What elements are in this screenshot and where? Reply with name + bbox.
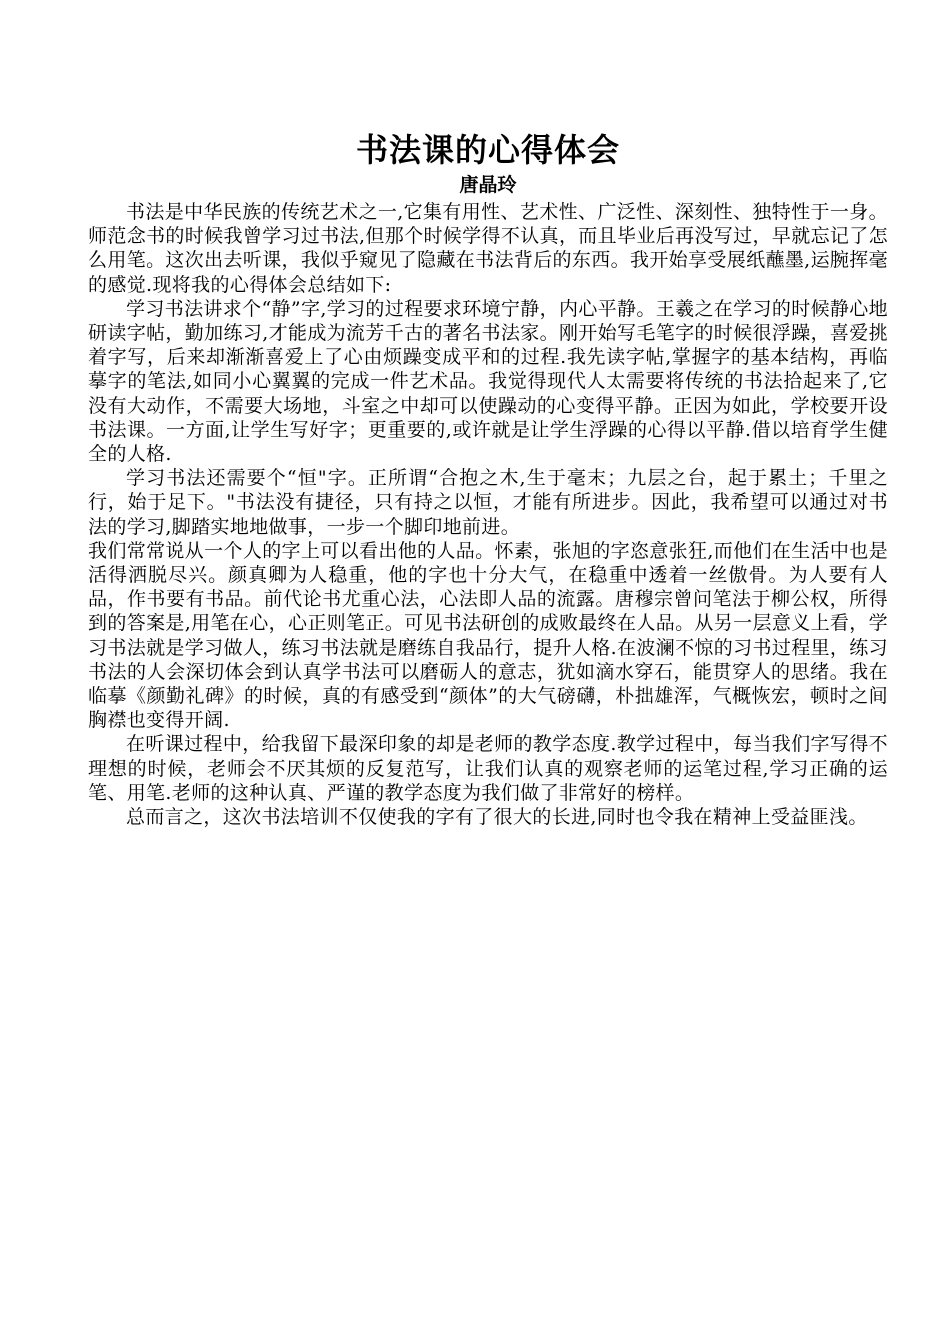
paragraph-intro: 书法是中华民族的传统艺术之一,它集有用性、艺术性、广泛性、深刻性、独特性于一身。师范念书的时候我曾学习过书法,但那个时候学得不认真，而且毕业后再没写过，早就忘记了怎么用笔。这次出去听课，我似乎窥见了隐藏在书法背后的东西。我开始享受展纸蘸墨,运腕挥毫的感觉.现将我的心得体会总结如下: bbox=[88, 201, 888, 296]
document-body bbox=[88, 200, 888, 829]
paragraph-calm: 学习书法讲求个“静”字,学习的过程要求环境宁静，内心平静。王羲之在学习的时候静心地研读字帖，勤加练习,才能成为流芳千古的著名书法家。刚开始写毛笔字的时候很浮躁，喜爱挑着字写，后来却渐渐喜爱上了心由烦躁变成平和的过程.我先读字帖,掌握字的基本结构，再临摹字的笔法,如同小心翼翼的完成一件艺术品。我觉得现代人太需要将传统的书法拾起来了,它没有大动作，不需要大场地，斗室之中却可以使躁动的心变得平静。正因为如此，学校要开设书法课。一方面,让学生写好字；更重要的,或许就是让学生浮躁的心得以平静.借以培育学生健全的人格. bbox=[88, 297, 888, 466]
document-title: 书法课的心得体会 bbox=[355, 131, 620, 169]
paragraph-teacher: 在听课过程中，给我留下最深印象的却是老师的教学态度.教学过程中，每当我们字写得不理想的时候，老师会不厌其烦的反复范写，让我们认真的观察老师的运笔过程,学习正确的运笔、用笔.老师的这种认真、严谨的教学态度为我们做了非常好的榜样。 bbox=[88, 733, 888, 804]
document-author: 唐晶玲 bbox=[459, 174, 517, 196]
paragraph-perseverance: 学习书法还需要个“恒"字。正所谓“合抱之木,生于毫末；九层之台，起于累土；千里之行，始于足下。"书法没有捷径，只有持之以恒，才能有所进步。因此，我希望可以通过对书法的学习,脚踏实地地做事，一步一个脚印地前进。 bbox=[88, 467, 888, 538]
paragraph-character: 我们常常说从一个人的字上可以看出他的人品。怀素，张旭的字恣意张狂,而他们在生活中也是活得洒脱尽兴。颜真卿为人稳重，他的字也十分大气，在稳重中透着一丝傲骨。为人要有人品，作书要有书品。前代论书尤重心法，心法即人品的流露。唐穆宗曾问笔法于柳公权，所得到的答案是,用笔在心，心正则笔正。可见书法研创的成败最终在人品。从另一层意义上看，学习书法就是学习做人，练习书法就是磨练自我品行，提升人格.在波澜不惊的习书过程里，练习书法的人会深切体会到认真学书法可以磨砺人的意志，犹如滴水穿石，能贯穿人的思绪。我在临摹《颜勤礼碑》的时候，真的有感受到“颜体”的大气磅礴，朴拙雄浑，气概恢宏，顿时之间胸襟也变得开阔. bbox=[88, 539, 888, 732]
paragraph-conclusion: 总而言之，这次书法培训不仅使我的字有了很大的长进,同时也令我在精神上受益匪浅。 bbox=[126, 806, 868, 829]
document-page bbox=[88, 128, 888, 829]
